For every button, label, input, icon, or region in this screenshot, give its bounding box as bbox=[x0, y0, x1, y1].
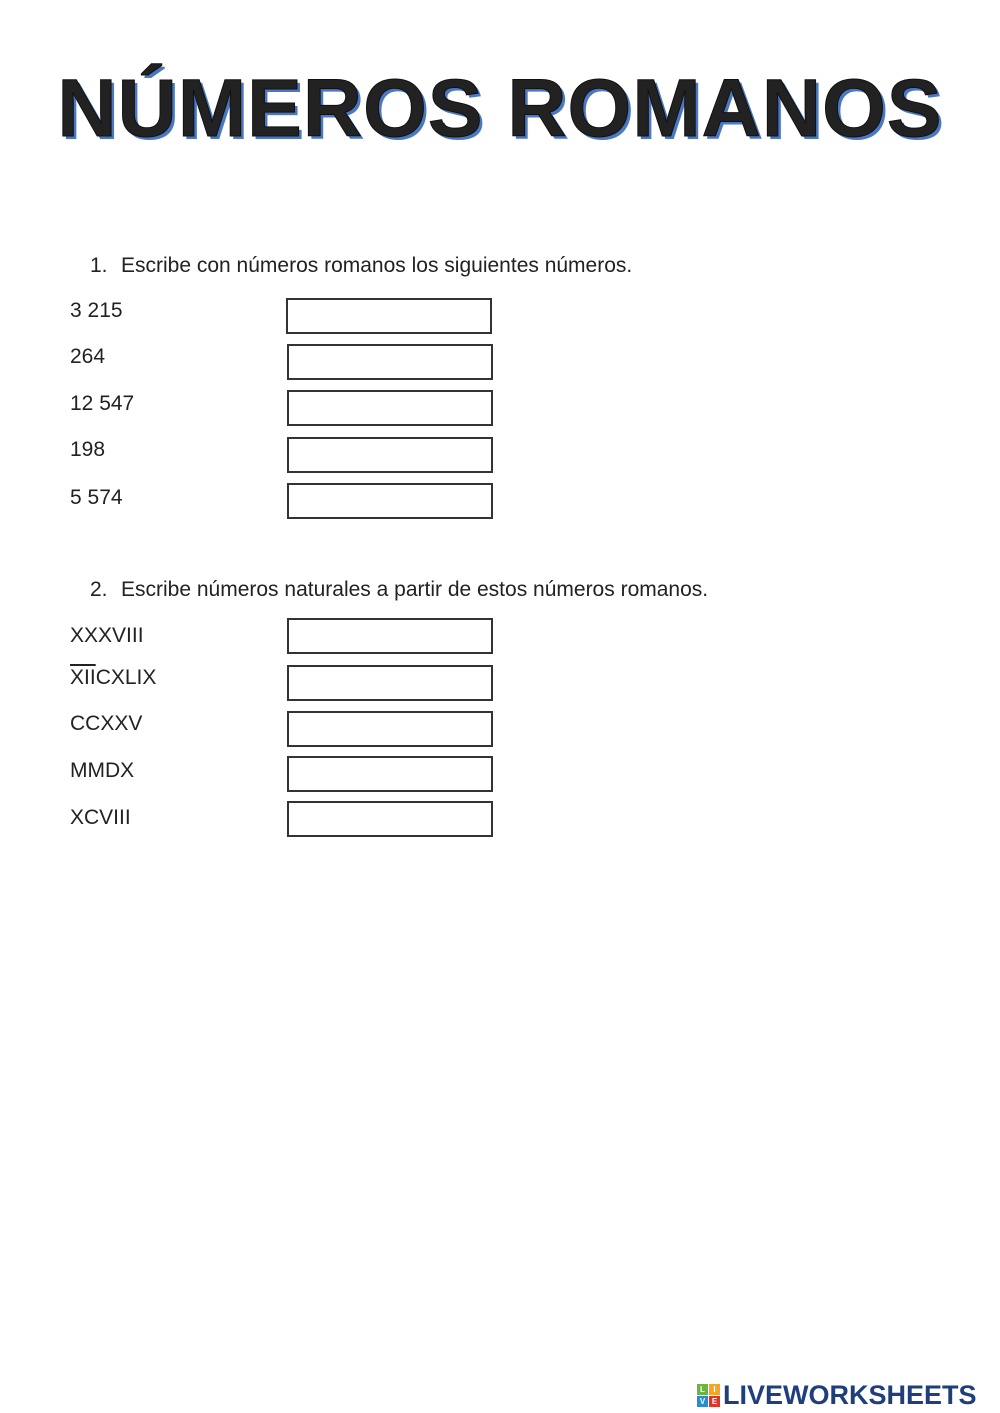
liveworksheets-logo bbox=[697, 1380, 977, 1411]
number-label: 12 547 bbox=[70, 392, 135, 415]
answer-input[interactable] bbox=[287, 711, 493, 747]
number-label: 264 bbox=[70, 345, 106, 368]
roman-label: CCXXV bbox=[70, 712, 143, 735]
answer-input[interactable] bbox=[287, 437, 493, 473]
question-1 bbox=[90, 254, 632, 278]
number-label: 3 215 bbox=[70, 299, 123, 322]
number-label: 198 bbox=[70, 438, 106, 461]
logo-tiles-icon: L I V E bbox=[697, 1384, 720, 1407]
question-2 bbox=[90, 578, 708, 602]
answer-input[interactable] bbox=[286, 298, 492, 334]
overlined-numeral: $\overline{XII}$ bbox=[70, 666, 96, 689]
roman-label: XXXVIII bbox=[70, 624, 144, 647]
answer-input[interactable] bbox=[287, 344, 493, 380]
answer-input[interactable] bbox=[287, 483, 493, 519]
roman-label: $\overline{XII}CXLIX$ bbox=[70, 666, 157, 689]
answer-input[interactable] bbox=[287, 618, 493, 654]
number-label: 5 574 bbox=[70, 486, 123, 509]
logo-text: LIVEWORKSHEETS bbox=[723, 1380, 977, 1410]
answer-input[interactable] bbox=[287, 390, 493, 426]
question-number: 2. bbox=[90, 578, 108, 601]
question-instruction: Escribe números naturales a partir de estos números romanos. bbox=[121, 578, 709, 601]
answer-input[interactable] bbox=[287, 801, 493, 837]
question-instruction: Escribe con números romanos los siguientes números. bbox=[121, 254, 633, 277]
roman-label: MMDX bbox=[70, 759, 135, 782]
question-number: 1. bbox=[90, 254, 108, 277]
answer-input[interactable] bbox=[287, 756, 493, 792]
roman-label: XCVIII bbox=[70, 806, 131, 829]
answer-input[interactable] bbox=[287, 665, 493, 701]
page-title: NÚMEROS ROMANOS bbox=[57, 63, 943, 154]
